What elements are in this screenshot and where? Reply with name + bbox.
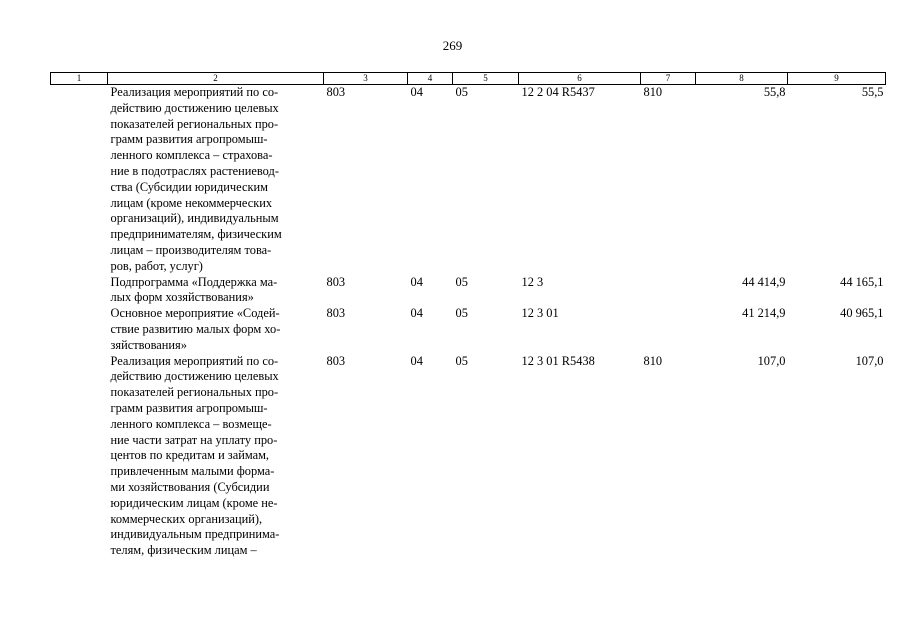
table-header <box>51 73 886 85</box>
table-body <box>51 85 886 559</box>
subsection-code-cell: 05 <box>455 306 468 321</box>
ministry-code-cell: 803 <box>326 353 346 368</box>
item-name-cell: Подпрограмма «Поддержка ма- лых форм хозяйствования» <box>110 274 278 305</box>
ministry-code-cell: 803 <box>326 306 346 321</box>
ministry-code-cell: 803 <box>326 274 346 289</box>
row-index-cell <box>51 306 108 353</box>
amount-second-cell: 107,0 <box>855 353 884 368</box>
subsection-code-cell: 05 <box>455 274 468 289</box>
section-code-cell: 04 <box>410 353 423 368</box>
column-header-3: 3 <box>324 73 408 85</box>
table-row <box>51 85 886 275</box>
column-header-6: 6 <box>519 73 641 85</box>
expense-type-cell: 810 <box>643 353 663 368</box>
target-item-cell: 12 3 <box>521 274 544 289</box>
budget-table <box>50 72 886 559</box>
section-code-cell: 04 <box>410 274 423 289</box>
row-index-cell <box>51 354 108 559</box>
table-row <box>51 354 886 559</box>
section-code-cell: 04 <box>410 306 423 321</box>
amount-first-cell: 107,0 <box>757 353 786 368</box>
item-name-cell: Реализация мероприятий по со- действию достижению целевых показателей региональных про- грамм развития агропромыш- ленного комплекса – страхова- ние в подотраслях растениевод- ства (Субсидии юридическим лицам (кроме некоммерческих организаций), индивидуальным предпринимателям, физическим лицам – производителям това- ров, работ, услуг) <box>110 85 282 273</box>
item-name-cell: Основное мероприятие «Содей- ствие развитию малых форм хо- зяйствования» <box>110 306 281 352</box>
amount-first-cell: 55,8 <box>763 85 786 99</box>
column-header-7: 7 <box>641 73 696 85</box>
table-row <box>51 275 886 307</box>
column-number-row <box>51 73 886 85</box>
table-row <box>51 306 886 353</box>
column-header-5: 5 <box>453 73 519 85</box>
column-header-2: 2 <box>108 73 324 85</box>
amount-first-cell: 41 214,9 <box>742 306 786 321</box>
row-index-cell <box>51 85 108 275</box>
subsection-code-cell: 05 <box>455 85 468 99</box>
amount-second-cell: 40 965,1 <box>840 306 884 321</box>
column-header-4: 4 <box>408 73 453 85</box>
expense-type-cell <box>641 275 696 307</box>
amount-first-cell: 44 414,9 <box>742 274 786 289</box>
column-header-1: 1 <box>51 73 108 85</box>
expense-type-cell <box>641 306 696 353</box>
subsection-code-cell: 05 <box>455 353 468 368</box>
target-item-cell: 12 2 04 R5437 <box>521 85 595 99</box>
amount-second-cell: 55,5 <box>861 85 884 99</box>
column-header-8: 8 <box>696 73 788 85</box>
row-index-cell <box>51 275 108 307</box>
item-name-cell: Реализация мероприятий по со- действию достижению целевых показателей региональных про- грамм развития агропромыш- ленного комплекса – возмеще- ние части затрат на уплату про- центов по кредитам и займам, привлеченным малыми форма- ми хозяйствования (Субсидии юридическим лицам (кроме не- коммерческих организаций), индивидуальным предпринима- телям, физическим лицам – <box>110 353 280 558</box>
ministry-code-cell: 803 <box>326 85 346 99</box>
expense-type-cell: 810 <box>643 85 663 99</box>
amount-second-cell: 44 165,1 <box>840 274 884 289</box>
target-item-cell: 12 3 01 R5438 <box>521 353 595 368</box>
target-item-cell: 12 3 01 <box>521 306 559 321</box>
page-number: 269 <box>442 38 463 53</box>
section-code-cell: 04 <box>410 85 423 99</box>
column-header-9: 9 <box>788 73 886 85</box>
